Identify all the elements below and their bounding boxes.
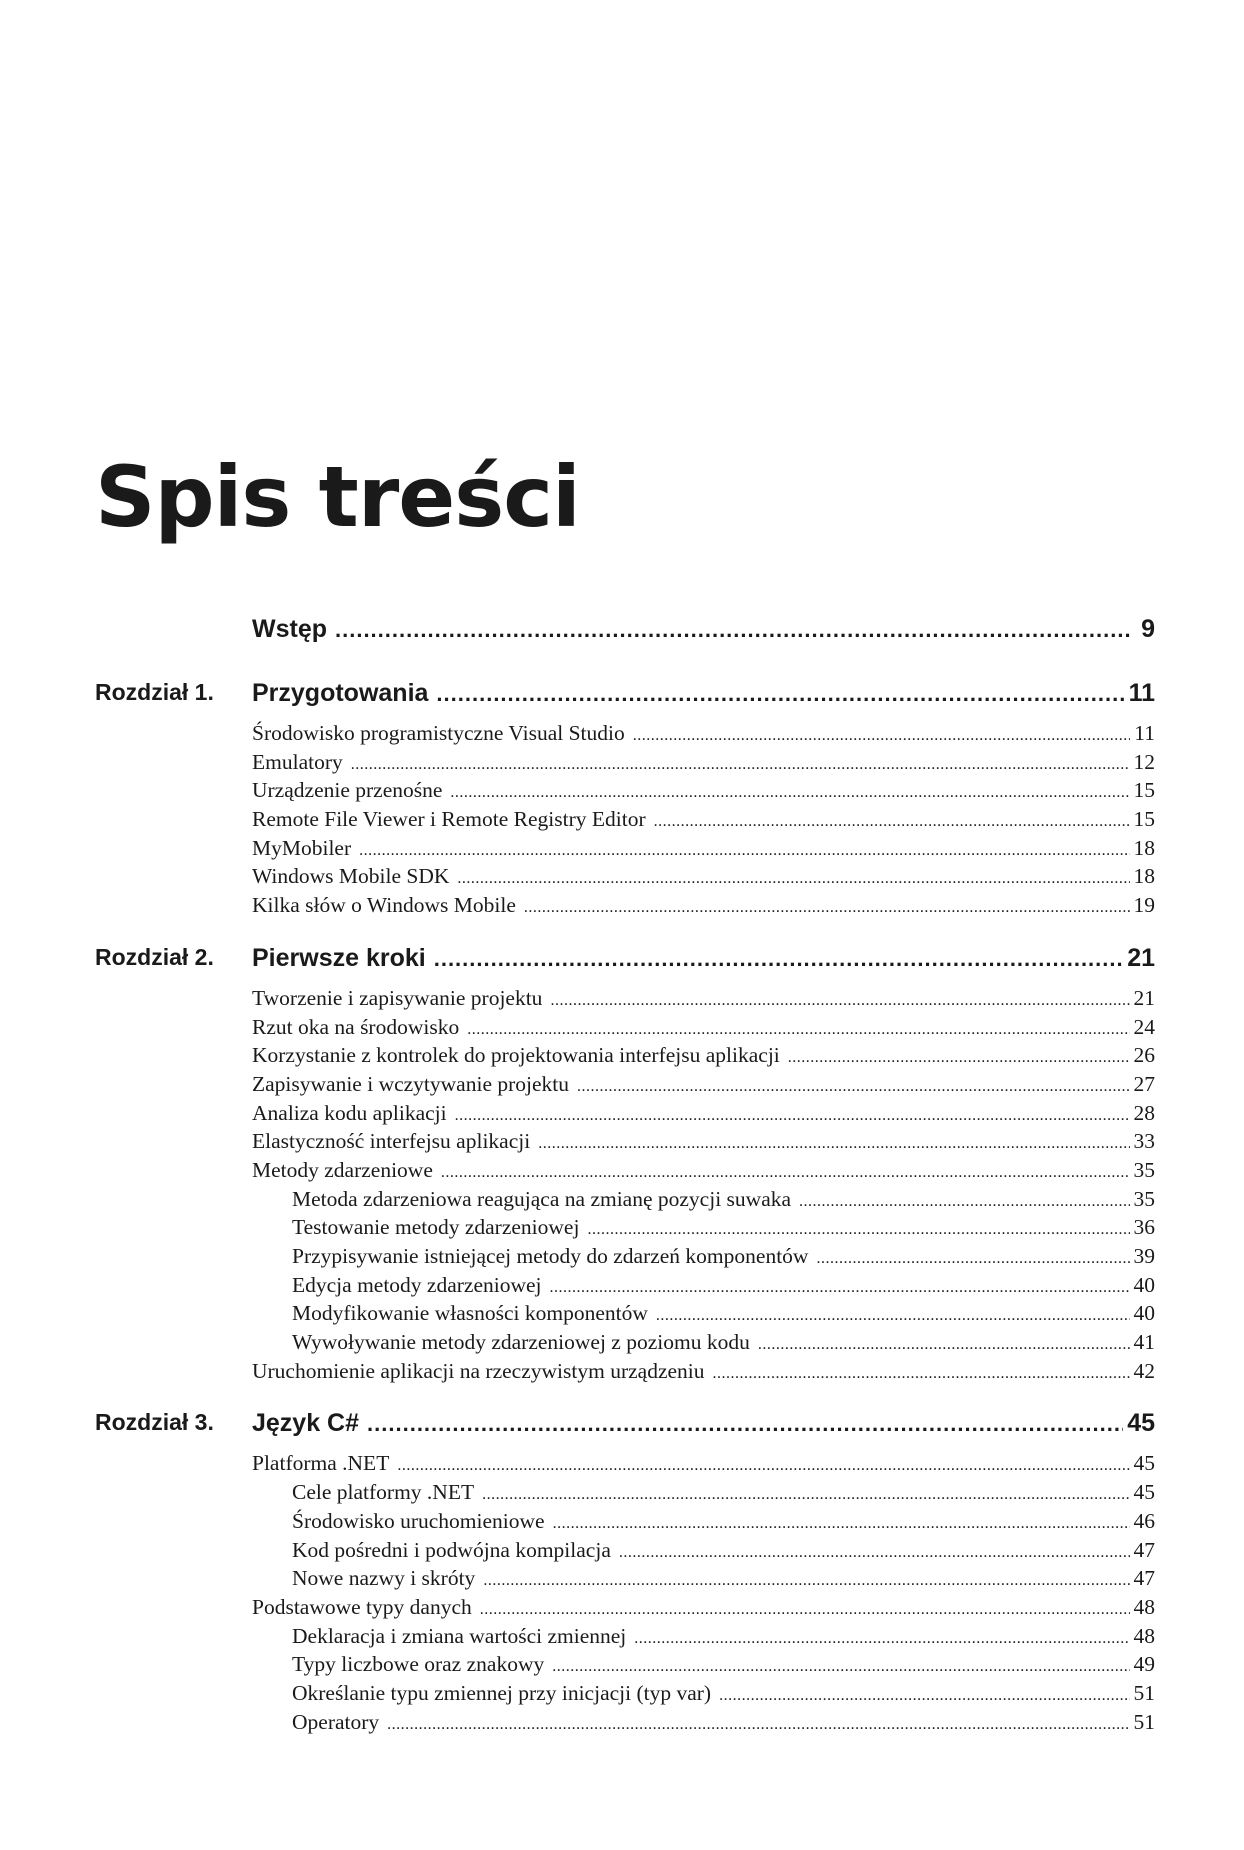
entry-title: Wstęp (252, 615, 327, 643)
entry-title: Operatory (292, 1709, 380, 1734)
toc-section-entry[interactable] (95, 1101, 1155, 1130)
dot-leader (397, 1457, 1129, 1475)
dot-leader (552, 1658, 1129, 1676)
dot-leader (719, 1687, 1129, 1705)
toc-section-entry[interactable] (95, 1129, 1155, 1158)
entry-title: Środowisko uruchomieniowe (292, 1508, 545, 1533)
entry-title-cell (292, 1652, 1155, 1677)
dot-leader (654, 813, 1130, 831)
page-number: 48 (1133, 1623, 1155, 1648)
table-of-contents (95, 615, 1155, 1738)
toc-subsection-entry[interactable] (95, 1301, 1155, 1330)
toc-section-entry[interactable] (95, 893, 1155, 922)
entry-title-cell (252, 893, 1155, 918)
page-number: 28 (1133, 1100, 1155, 1125)
page-number: 18 (1133, 864, 1155, 889)
page-number: 51 (1133, 1709, 1155, 1734)
toc-subsection-entry[interactable] (95, 1624, 1155, 1653)
page-number: 15 (1133, 778, 1155, 803)
page-number: 45 (1127, 1409, 1155, 1438)
dot-leader (634, 1630, 1129, 1648)
entry-title-cell (252, 1015, 1155, 1040)
entry-title-cell (292, 1681, 1155, 1706)
toc-subsection-entry[interactable] (95, 1187, 1155, 1216)
entry-title-cell (252, 1072, 1155, 1097)
toc-section-entry[interactable] (95, 1451, 1155, 1480)
toc-section-entry[interactable] (95, 750, 1155, 779)
page-number: 24 (1133, 1014, 1155, 1039)
dot-leader (788, 1049, 1130, 1067)
entry-title: Tworzenie i zapisywanie projektu (252, 985, 543, 1010)
page-number: 45 (1133, 1480, 1155, 1505)
entry-title-cell (252, 778, 1155, 803)
toc-subsection-entry[interactable] (95, 1681, 1155, 1710)
dot-leader (713, 1365, 1130, 1383)
toc-subsection-entry[interactable] (95, 1480, 1155, 1509)
dot-leader (436, 681, 1124, 707)
toc-section-entry[interactable] (95, 986, 1155, 1015)
dot-leader (367, 1411, 1123, 1437)
page-number: 39 (1133, 1244, 1155, 1268)
page-number: 27 (1133, 1071, 1155, 1096)
page-number: 21 (1133, 985, 1155, 1010)
entry-title-cell (292, 1538, 1155, 1563)
entry-title: Przypisywanie istniejącej metody do zdarzeń komponentów (292, 1244, 809, 1268)
toc-chapter-entry[interactable] (95, 673, 1155, 721)
page-number: 40 (1133, 1301, 1155, 1326)
page-number: 21 (1127, 943, 1155, 972)
dot-leader (467, 1021, 1129, 1039)
entry-title: Rzut oka na środowisko (252, 1014, 460, 1039)
entry-title-cell (252, 1158, 1155, 1183)
toc-section-entry[interactable] (95, 1015, 1155, 1044)
entry-title-cell (292, 1330, 1155, 1355)
chapter-label: Rozdział 3. (95, 1409, 214, 1436)
dot-leader (550, 992, 1129, 1010)
entry-title: Remote File Viewer i Remote Registry Editor (252, 807, 646, 832)
page-number: 15 (1133, 807, 1155, 832)
page-number: 18 (1133, 835, 1155, 860)
chapter-label: Rozdział 2. (95, 943, 214, 970)
toc-section-entry[interactable] (95, 1359, 1155, 1388)
entry-title-cell (252, 864, 1155, 889)
page-number: 47 (1133, 1566, 1155, 1591)
page-number: 33 (1133, 1129, 1155, 1154)
entry-title: Wywoływanie metody zdarzeniowej z poziomu kodu (292, 1330, 750, 1355)
page-number: 40 (1133, 1272, 1155, 1297)
entry-title: Deklaracja i zmiana wartości zmiennej (292, 1623, 627, 1648)
entry-title-cell (252, 1043, 1155, 1068)
dot-leader (538, 1135, 1129, 1153)
dot-leader (587, 1221, 1129, 1239)
entry-title-cell (292, 1624, 1155, 1649)
entry-title: Analiza kodu aplikacji (252, 1100, 447, 1125)
page-number: 35 (1133, 1157, 1155, 1182)
entry-title: Pierwsze kroki (252, 943, 426, 972)
toc-section-entry[interactable] (95, 1158, 1155, 1187)
dot-leader (550, 1279, 1130, 1297)
entry-title: Elastyczność interfejsu aplikacji (252, 1129, 531, 1154)
toc-chapter-entry[interactable] (95, 615, 1155, 657)
entry-title: Uruchomienie aplikacji na rzeczywistym urządzeniu (252, 1358, 705, 1383)
dot-leader (457, 870, 1129, 888)
dot-leader (816, 1250, 1129, 1268)
entry-title: Testowanie metody zdarzeniowej (292, 1215, 580, 1240)
toc-subsection-entry[interactable] (95, 1215, 1155, 1244)
entry-title: Nowe nazwy i skróty (292, 1566, 476, 1591)
entry-title-cell (252, 679, 1155, 708)
dot-leader (483, 1572, 1129, 1590)
page-number: 11 (1128, 679, 1155, 707)
entry-title: Windows Mobile SDK (252, 864, 450, 889)
page-number: 12 (1133, 749, 1155, 774)
toc-section-entry[interactable] (95, 836, 1155, 865)
entry-title-cell (292, 1273, 1155, 1298)
page-number: 48 (1133, 1594, 1155, 1619)
entry-title: Korzystanie z kontrolek do projektowania interfejsu aplikacji (252, 1043, 780, 1068)
entry-title-cell (252, 1595, 1155, 1620)
toc-section-entry[interactable] (95, 864, 1155, 893)
toc-section-entry[interactable] (95, 778, 1155, 807)
entry-title-cell (252, 1101, 1155, 1126)
entry-title: Typy liczbowe oraz znakowy (292, 1652, 545, 1677)
dot-leader (351, 756, 1130, 774)
page-number: 41 (1133, 1330, 1155, 1355)
toc-subsection-entry[interactable] (95, 1244, 1155, 1273)
toc-section-entry[interactable] (95, 807, 1155, 836)
entry-title: Kilka słów o Windows Mobile (252, 893, 516, 918)
entry-title: Cele platformy .NET (292, 1480, 475, 1505)
entry-title: Modyfikowanie własności komponentów (292, 1301, 648, 1326)
dot-leader (450, 784, 1129, 802)
dot-leader (482, 1486, 1129, 1504)
toc-subsection-entry[interactable] (95, 1273, 1155, 1302)
dot-leader (619, 1544, 1130, 1562)
page-number: 51 (1133, 1680, 1155, 1705)
page-number: 26 (1133, 1043, 1155, 1068)
dot-leader (387, 1716, 1129, 1734)
page-title: Spis treści (95, 448, 580, 546)
toc-subsection-entry[interactable] (95, 1710, 1155, 1739)
entry-title-cell (292, 1480, 1155, 1505)
entry-title-cell (252, 944, 1155, 973)
entry-title-cell (252, 1409, 1155, 1438)
entry-title: Zapisywanie i wczytywanie projektu (252, 1071, 570, 1096)
entry-title-cell (252, 750, 1155, 775)
page-number: 19 (1133, 893, 1155, 918)
page-number: 35 (1133, 1186, 1155, 1211)
toc-chapter-entry[interactable] (95, 1403, 1155, 1451)
entry-title-cell (252, 1129, 1155, 1154)
entry-title: Podstawowe typy danych (252, 1594, 472, 1619)
entry-title-cell (292, 1187, 1155, 1212)
toc-subsection-entry[interactable] (95, 1652, 1155, 1681)
entry-title: MyMobiler (252, 835, 352, 860)
entry-title: Język C# (252, 1409, 360, 1438)
dot-leader (656, 1307, 1130, 1325)
page-number: 45 (1133, 1451, 1155, 1476)
page-number: 11 (1134, 721, 1155, 745)
dot-leader (480, 1601, 1130, 1619)
entry-title-cell (252, 1359, 1155, 1384)
page-number: 42 (1133, 1358, 1155, 1383)
entry-title-cell (252, 1451, 1155, 1476)
dot-leader (455, 1107, 1130, 1125)
page-number: 9 (1141, 615, 1155, 643)
dot-leader (553, 1515, 1130, 1533)
dot-leader (524, 899, 1130, 917)
entry-title-cell (252, 986, 1155, 1011)
dot-leader (799, 1193, 1129, 1211)
page-number: 49 (1133, 1652, 1155, 1677)
dot-leader (335, 617, 1131, 643)
entry-title: Urządzenie przenośne (252, 778, 443, 803)
entry-title: Platforma .NET (252, 1451, 390, 1476)
dot-leader (434, 946, 1123, 972)
toc-subsection-entry[interactable] (95, 1538, 1155, 1567)
toc-chapter-entry[interactable] (95, 938, 1155, 986)
toc-section-entry[interactable] (95, 1595, 1155, 1624)
entry-title: Przygotowania (252, 679, 429, 707)
entry-title: Emulatory (252, 749, 343, 774)
entry-title-cell (252, 807, 1155, 832)
entry-title: Metody zdarzeniowe (252, 1157, 433, 1182)
dot-leader (577, 1078, 1129, 1096)
entry-title: Edycja metody zdarzeniowej (292, 1272, 542, 1297)
entry-title-cell (292, 1215, 1155, 1240)
dot-leader (359, 842, 1129, 860)
page-number: 47 (1133, 1537, 1155, 1562)
page-number: 36 (1133, 1215, 1155, 1240)
entry-title-cell (292, 1509, 1155, 1534)
toc-section-entry[interactable] (95, 721, 1155, 750)
entry-title: Metoda zdarzeniowa reagująca na zmianę pozycji suwaka (292, 1186, 792, 1211)
dot-leader (441, 1164, 1130, 1182)
toc-subsection-entry[interactable] (95, 1566, 1155, 1595)
toc-section-entry[interactable] (95, 1072, 1155, 1101)
entry-title: Środowisko programistyczne Visual Studio (252, 721, 625, 745)
entry-title-cell (252, 615, 1155, 644)
dot-leader (633, 727, 1131, 745)
page-number: 46 (1133, 1508, 1155, 1533)
entry-title-cell (292, 1244, 1155, 1269)
toc-section-entry[interactable] (95, 1043, 1155, 1072)
toc-subsection-entry[interactable] (95, 1330, 1155, 1359)
chapter-label: Rozdział 1. (95, 679, 214, 705)
entry-title: Kod pośredni i podwójna kompilacja (292, 1537, 611, 1562)
dot-leader (758, 1336, 1130, 1354)
entry-title: Określanie typu zmiennej przy inicjacji (typ var) (292, 1680, 712, 1705)
toc-subsection-entry[interactable] (95, 1509, 1155, 1538)
entry-title-cell (252, 836, 1155, 861)
entry-title-cell (292, 1710, 1155, 1735)
entry-title-cell (252, 721, 1155, 746)
entry-title-cell (292, 1566, 1155, 1591)
entry-title-cell (292, 1301, 1155, 1326)
